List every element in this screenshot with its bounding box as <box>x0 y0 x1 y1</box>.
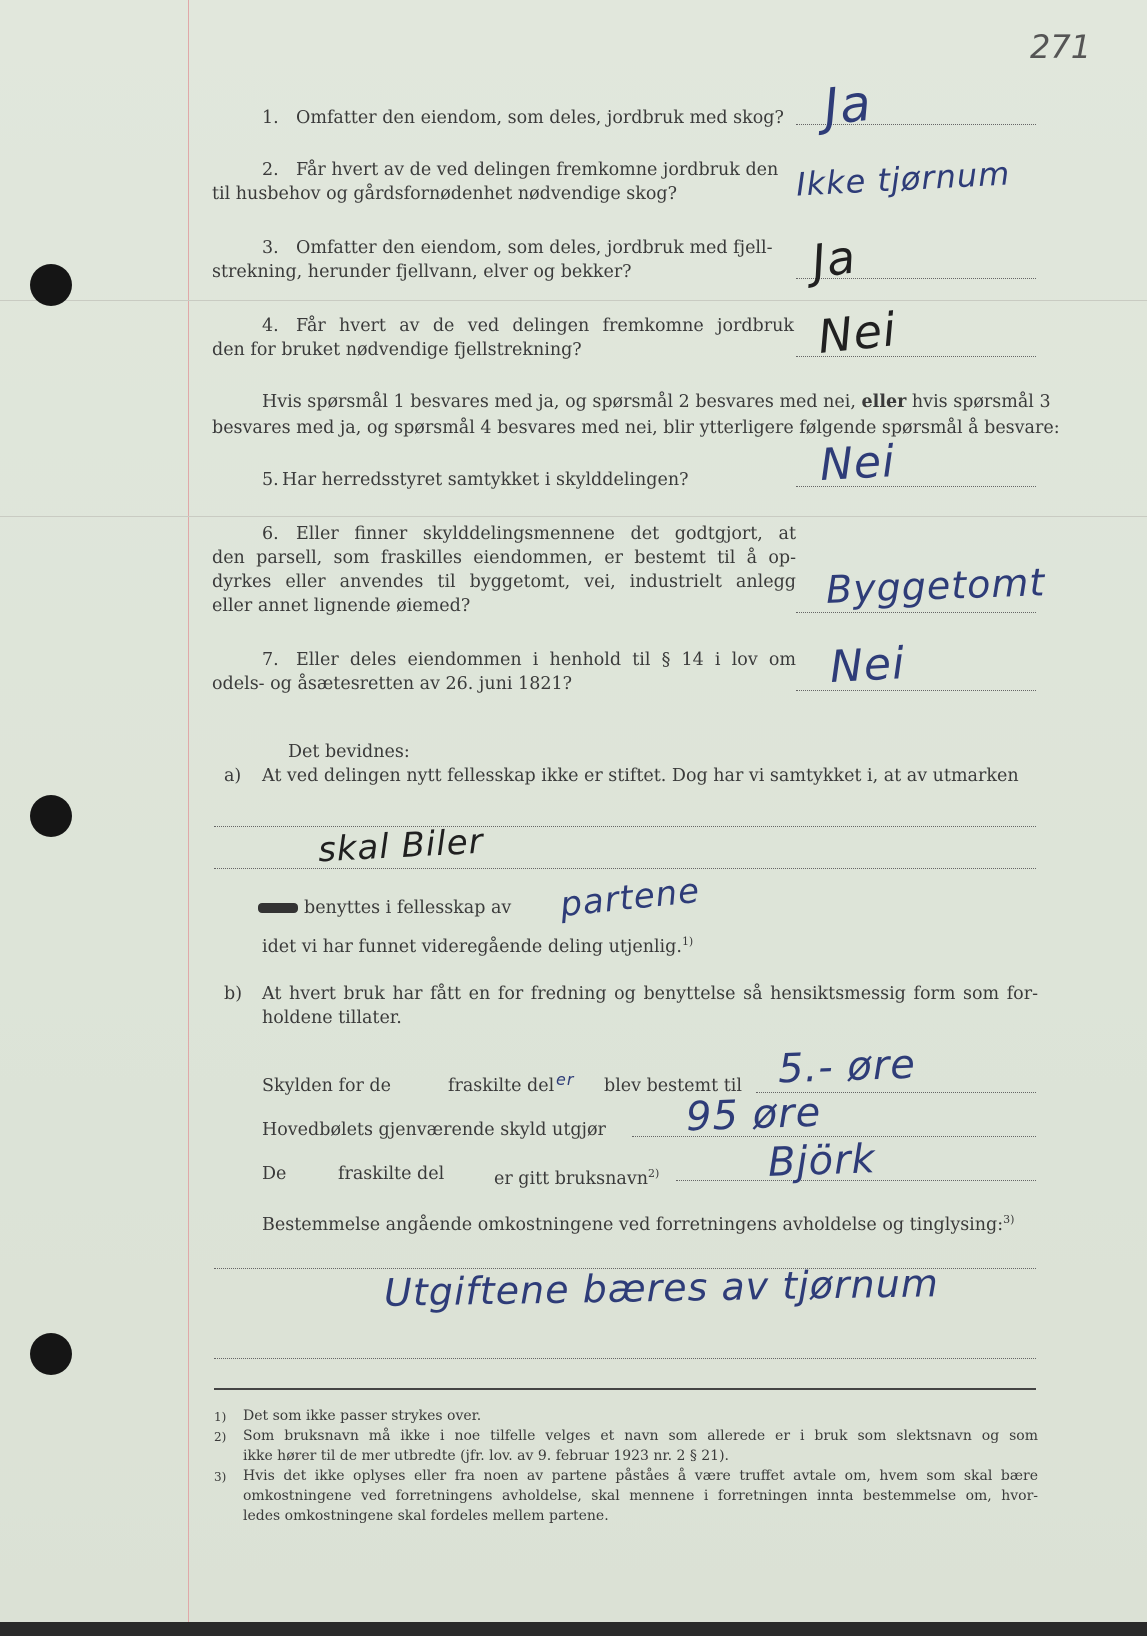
q6-text-2: den parsell, som fraskilles eiendommen, er bestemt til å op- <box>212 548 796 568</box>
q6-text-4: eller annet lignende øiemed? <box>212 596 471 616</box>
footnote-3-text-3: ledes omkostningene skal fordeles mellem partene. <box>243 1508 609 1524</box>
fold-line <box>0 300 1147 301</box>
q4-number: 4. <box>262 316 279 336</box>
struck-word <box>258 903 298 913</box>
skyld-label-3: blev bestemt til <box>604 1076 742 1096</box>
bruksnavn-label-1: De <box>262 1164 287 1184</box>
hovedbol-label: Hovedbølets gjenværende skyld utgjør <box>262 1120 606 1140</box>
punch-hole <box>30 264 72 306</box>
q4-text-2: den for bruket nødvendige fjellstrekning? <box>212 340 582 360</box>
skyld-label-1: Skylden for de <box>262 1076 391 1096</box>
footnote-2-text-2: ikke hører til de mer utbredte (jfr. lov. av 9. februar 1923 nr. 2 § 21). <box>243 1448 730 1464</box>
idet-text: idet vi har funnet videregående deling utjenlig.$^{1)}$ <box>262 935 694 957</box>
footnote-2-mark: 2) <box>214 1430 227 1444</box>
q4-answer: Nei <box>815 302 900 364</box>
footnote-1-text: Det som ikke passer strykes over. <box>243 1408 482 1424</box>
q5-number: 5. <box>262 470 279 490</box>
omkostning-answer: Utgiftene bæres av tjørnum <box>383 1261 940 1315</box>
q7-number: 7. <box>262 650 279 670</box>
q6-number: 6. <box>262 524 279 544</box>
q1-text: Omfatter den eiendom, som deles, jordbruk med skog? <box>296 108 784 128</box>
q2-text-1: Får hvert av de ved delingen fremkomne jordbruk den <box>296 160 779 180</box>
a-handwritten: skal Biler <box>317 821 485 871</box>
footnote-2-text-1: Som bruksnavn må ikke i noe tilfelle velges et navn som allerede er i bruk som slektsnavn og som <box>243 1428 1038 1444</box>
q6-text-3: dyrkes eller anvendes til byggetomt, vei, industrielt anlegg <box>212 572 796 592</box>
scan-edge <box>0 1622 1147 1636</box>
skyld-suffix: er <box>556 1070 575 1089</box>
q6-answer: Byggetomt <box>825 560 1046 612</box>
bevidnes-heading: Det bevidnes: <box>288 742 410 762</box>
skyld-answer: 5.- øre <box>777 1041 917 1093</box>
bevidnes-b-label: b) <box>224 984 243 1004</box>
footnote-rule <box>214 1388 1036 1390</box>
punch-hole <box>30 1333 72 1375</box>
margin-line <box>188 0 189 1636</box>
bevidnes-b-text-1: At hvert bruk har fått en for fredning og benyttelse så hensiktsmessig form som for- <box>262 984 1038 1004</box>
benyttes-handwritten: partene <box>558 870 702 926</box>
q3-text-1: Omfatter den eiendom, som deles, jordbruk med fjell- <box>296 238 773 258</box>
q7-text-2: odels- og åsætesretten av 26. juni 1821? <box>212 674 572 694</box>
blank-line <box>214 826 1036 827</box>
footnote-3-text-1: Hvis det ikke oplyses eller fra noen av partene påståes å være truffet avtale om, hvem som skal bære <box>243 1468 1038 1484</box>
q2-answer: Ikke tjørnum <box>795 154 1012 204</box>
q5-answer: Nei <box>818 436 897 491</box>
q3-text-2: strekning, herunder fjellvann, elver og bekker? <box>212 262 632 282</box>
q4-text-1: Får hvert av de ved delingen fremkomne jordbruk <box>296 316 794 336</box>
bevidnes-b-text-2: holdene tillater. <box>262 1008 402 1028</box>
footnote-1-mark: 1) <box>214 1410 227 1424</box>
q3-answer: Ja <box>808 229 860 289</box>
footnote-3-mark: 3) <box>214 1470 227 1484</box>
q7-answer: Nei <box>828 638 907 693</box>
bruksnavn-label-2: fraskilte del <box>338 1164 445 1184</box>
omkostning-label: Bestemmelse angående omkostningene ved forretningens avholdelse og tinglysing:$^{3)}$ <box>262 1213 1015 1235</box>
bevidnes-a-label: a) <box>224 766 242 786</box>
page-number: 271 <box>1030 28 1092 66</box>
q7-text-1: Eller deles eiendommen i henhold til § 14 i lov om <box>296 650 796 670</box>
benyttes-text: benyttes i fellesskap av <box>304 898 512 918</box>
q5-text: Har herredsstyret samtykket i skylddelingen? <box>282 470 689 490</box>
conditional-text-2: besvares med ja, og spørsmål 4 besvares med nei, blir ytterligere følgende spørsmål å besvare: <box>212 418 1060 438</box>
punch-hole <box>30 795 72 837</box>
bruksnavn-label-3: er gitt bruksnavn$^{2)}$ <box>494 1167 660 1189</box>
q2-number: 2. <box>262 160 279 180</box>
q1-number: 1. <box>262 108 279 128</box>
q1-answer: Ja <box>821 73 875 137</box>
q2-text-2: til husbehov og gårdsfornødenhet nødvendige skog? <box>212 184 677 204</box>
footnote-3-text-2: omkostningene ved forretningens avholdelse, skal mennene i forretningen innta bestemmelse om, hvor- <box>243 1488 1038 1504</box>
bruksnavn-answer: Björk <box>767 1136 877 1186</box>
conditional-text-1: Hvis spørsmål 1 besvares med ja, og spørsmål 2 besvares med nei, eller hvis spørsmål 3 <box>262 392 1051 412</box>
q6-text-1: Eller finner skylddelingsmennene det godtgjort, at <box>296 524 796 544</box>
skyld-label-2: fraskilte del <box>448 1076 555 1096</box>
bevidnes-a-text: At ved delingen nytt fellesskap ikke er stiftet. Dog har vi samtykket i, at av utmarken <box>262 766 1019 786</box>
fold-line <box>0 516 1147 517</box>
q3-number: 3. <box>262 238 279 258</box>
answer-line <box>796 612 1036 613</box>
blank-line <box>214 1358 1036 1359</box>
hovedbol-answer: 95 øre <box>685 1089 822 1141</box>
